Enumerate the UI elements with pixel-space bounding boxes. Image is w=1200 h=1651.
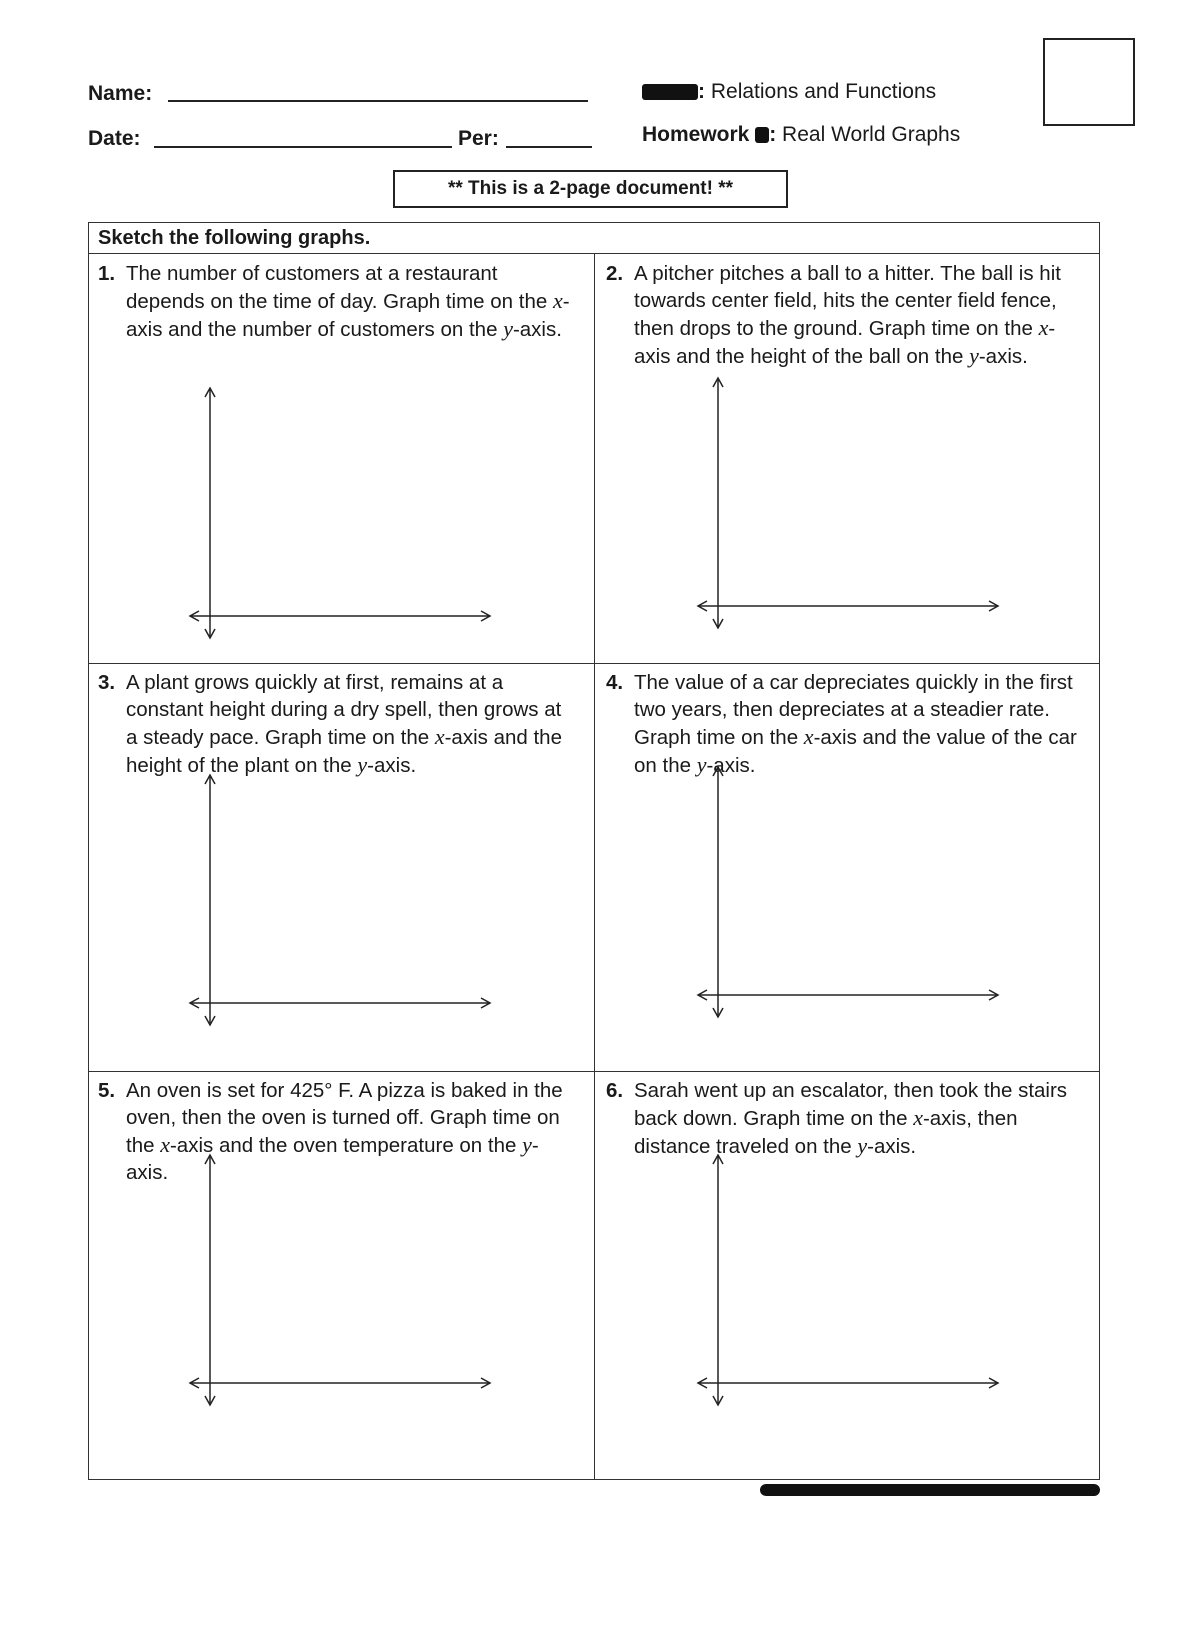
statement-part: -axis and the value of the car on the [634, 726, 1077, 777]
redaction-mark [642, 84, 698, 100]
axis-variable: y [969, 343, 979, 368]
redaction-mark [755, 127, 769, 143]
statement-part: -axis. [867, 1135, 917, 1158]
homework-title: Real World Graphs [782, 123, 961, 146]
statement-part: An oven is set for 425° F. A pizza is baked in the oven, then the oven is turned off. Graph time on the [126, 1079, 563, 1157]
statement-part: -axis and the height of the plant on the [126, 726, 562, 777]
problem-cell-2 [596, 254, 1096, 662]
blank-axes[interactable] [188, 384, 508, 644]
statement-part: A pitcher pitches a ball to a hitter. The ball is hit towards center field, hits the center field fence, then drops to the ground. Graph time on the [634, 262, 1061, 340]
two-page-notice: ** This is a 2-page document! ** [393, 170, 788, 208]
scribble-mark [760, 1484, 1100, 1496]
problem-text [606, 1077, 1081, 1160]
problem-number: 1. [98, 262, 116, 285]
unit-line: : Relations and Functions [642, 80, 936, 104]
axis-variable: x [434, 724, 445, 749]
date-field[interactable] [154, 146, 452, 148]
homework-label: Homework [642, 123, 750, 146]
unit-title: Relations and Functions [710, 80, 937, 103]
problem-statement [606, 1077, 1081, 1160]
axis-variable: y [696, 752, 707, 777]
blank-axes[interactable] [188, 771, 508, 1031]
axis-variable: y [357, 752, 368, 777]
axis-variable: y [857, 1133, 868, 1158]
problem-number: 2. [606, 262, 624, 285]
problem-statement [98, 669, 573, 779]
statement-part: -axis and the height of the ball on the [634, 317, 1056, 368]
statement-part: -axis. [706, 754, 756, 777]
problem-text [98, 669, 573, 779]
statement-part: -axis and the number of customers on the [126, 290, 570, 341]
statement-part: -axis. [512, 318, 562, 341]
problem-statement [98, 260, 573, 343]
homework-line: Homework : Real World Graphs [642, 123, 961, 146]
axis-variable: x [552, 288, 563, 313]
problem-cell-4 [596, 663, 1096, 1071]
statement-part: -axis and the oven temperature on the [169, 1134, 523, 1157]
problem-cell-3 [88, 663, 588, 1071]
period-label: Per: [458, 127, 499, 150]
statement-part: -axis. [126, 1134, 539, 1184]
blank-axes[interactable] [696, 1151, 1016, 1411]
blank-axes[interactable] [188, 1151, 508, 1411]
axis-variable: x [803, 724, 814, 749]
problem-number: 3. [98, 671, 116, 694]
problem-cell-1 [88, 254, 588, 662]
axis-variable: y [503, 316, 513, 341]
problem-text [98, 260, 573, 343]
statement-part: -axis, then distance traveled on the [634, 1107, 1018, 1158]
problem-number: 5. [98, 1079, 116, 1102]
axis-variable: x [913, 1105, 923, 1130]
problem-cell-6 [596, 1071, 1096, 1479]
problem-text [606, 260, 1081, 370]
problem-number: 4. [606, 671, 624, 694]
axis-variable: y [522, 1132, 532, 1157]
table-heading [88, 222, 1100, 254]
axis-variable: x [1038, 315, 1049, 340]
column-divider [594, 254, 595, 1480]
name-field[interactable] [168, 100, 588, 102]
score-box[interactable] [1043, 38, 1135, 126]
name-label: Name: [88, 82, 153, 105]
statement-part: -axis. [978, 345, 1028, 368]
blank-axes[interactable] [696, 374, 1016, 634]
problem-number: 6. [606, 1079, 624, 1102]
problem-statement [606, 260, 1081, 370]
table-heading-text: Sketch the following graphs. [98, 227, 371, 249]
blank-axes[interactable] [696, 763, 1016, 1023]
date-label: Date: [88, 127, 141, 150]
period-field[interactable] [506, 146, 592, 148]
statement-part: -axis. [367, 754, 417, 777]
statement-part: A plant grows quickly at first, remains at a constant height during a dry spell, then grows at a steady pace. Graph time on the [126, 671, 562, 749]
problem-cell-5 [88, 1071, 588, 1479]
axis-variable: x [160, 1132, 170, 1157]
statement-part: Sarah went up an escalator, then took the stairs back down. Graph time on the [634, 1079, 1068, 1130]
statement-part: The number of customers at a restaurant depends on the time of day. Graph time on the [126, 262, 553, 313]
statement-part: The value of a car depreciates quickly in the first two years, then depreciates at a steadier rate. Graph time on the [634, 671, 1073, 749]
